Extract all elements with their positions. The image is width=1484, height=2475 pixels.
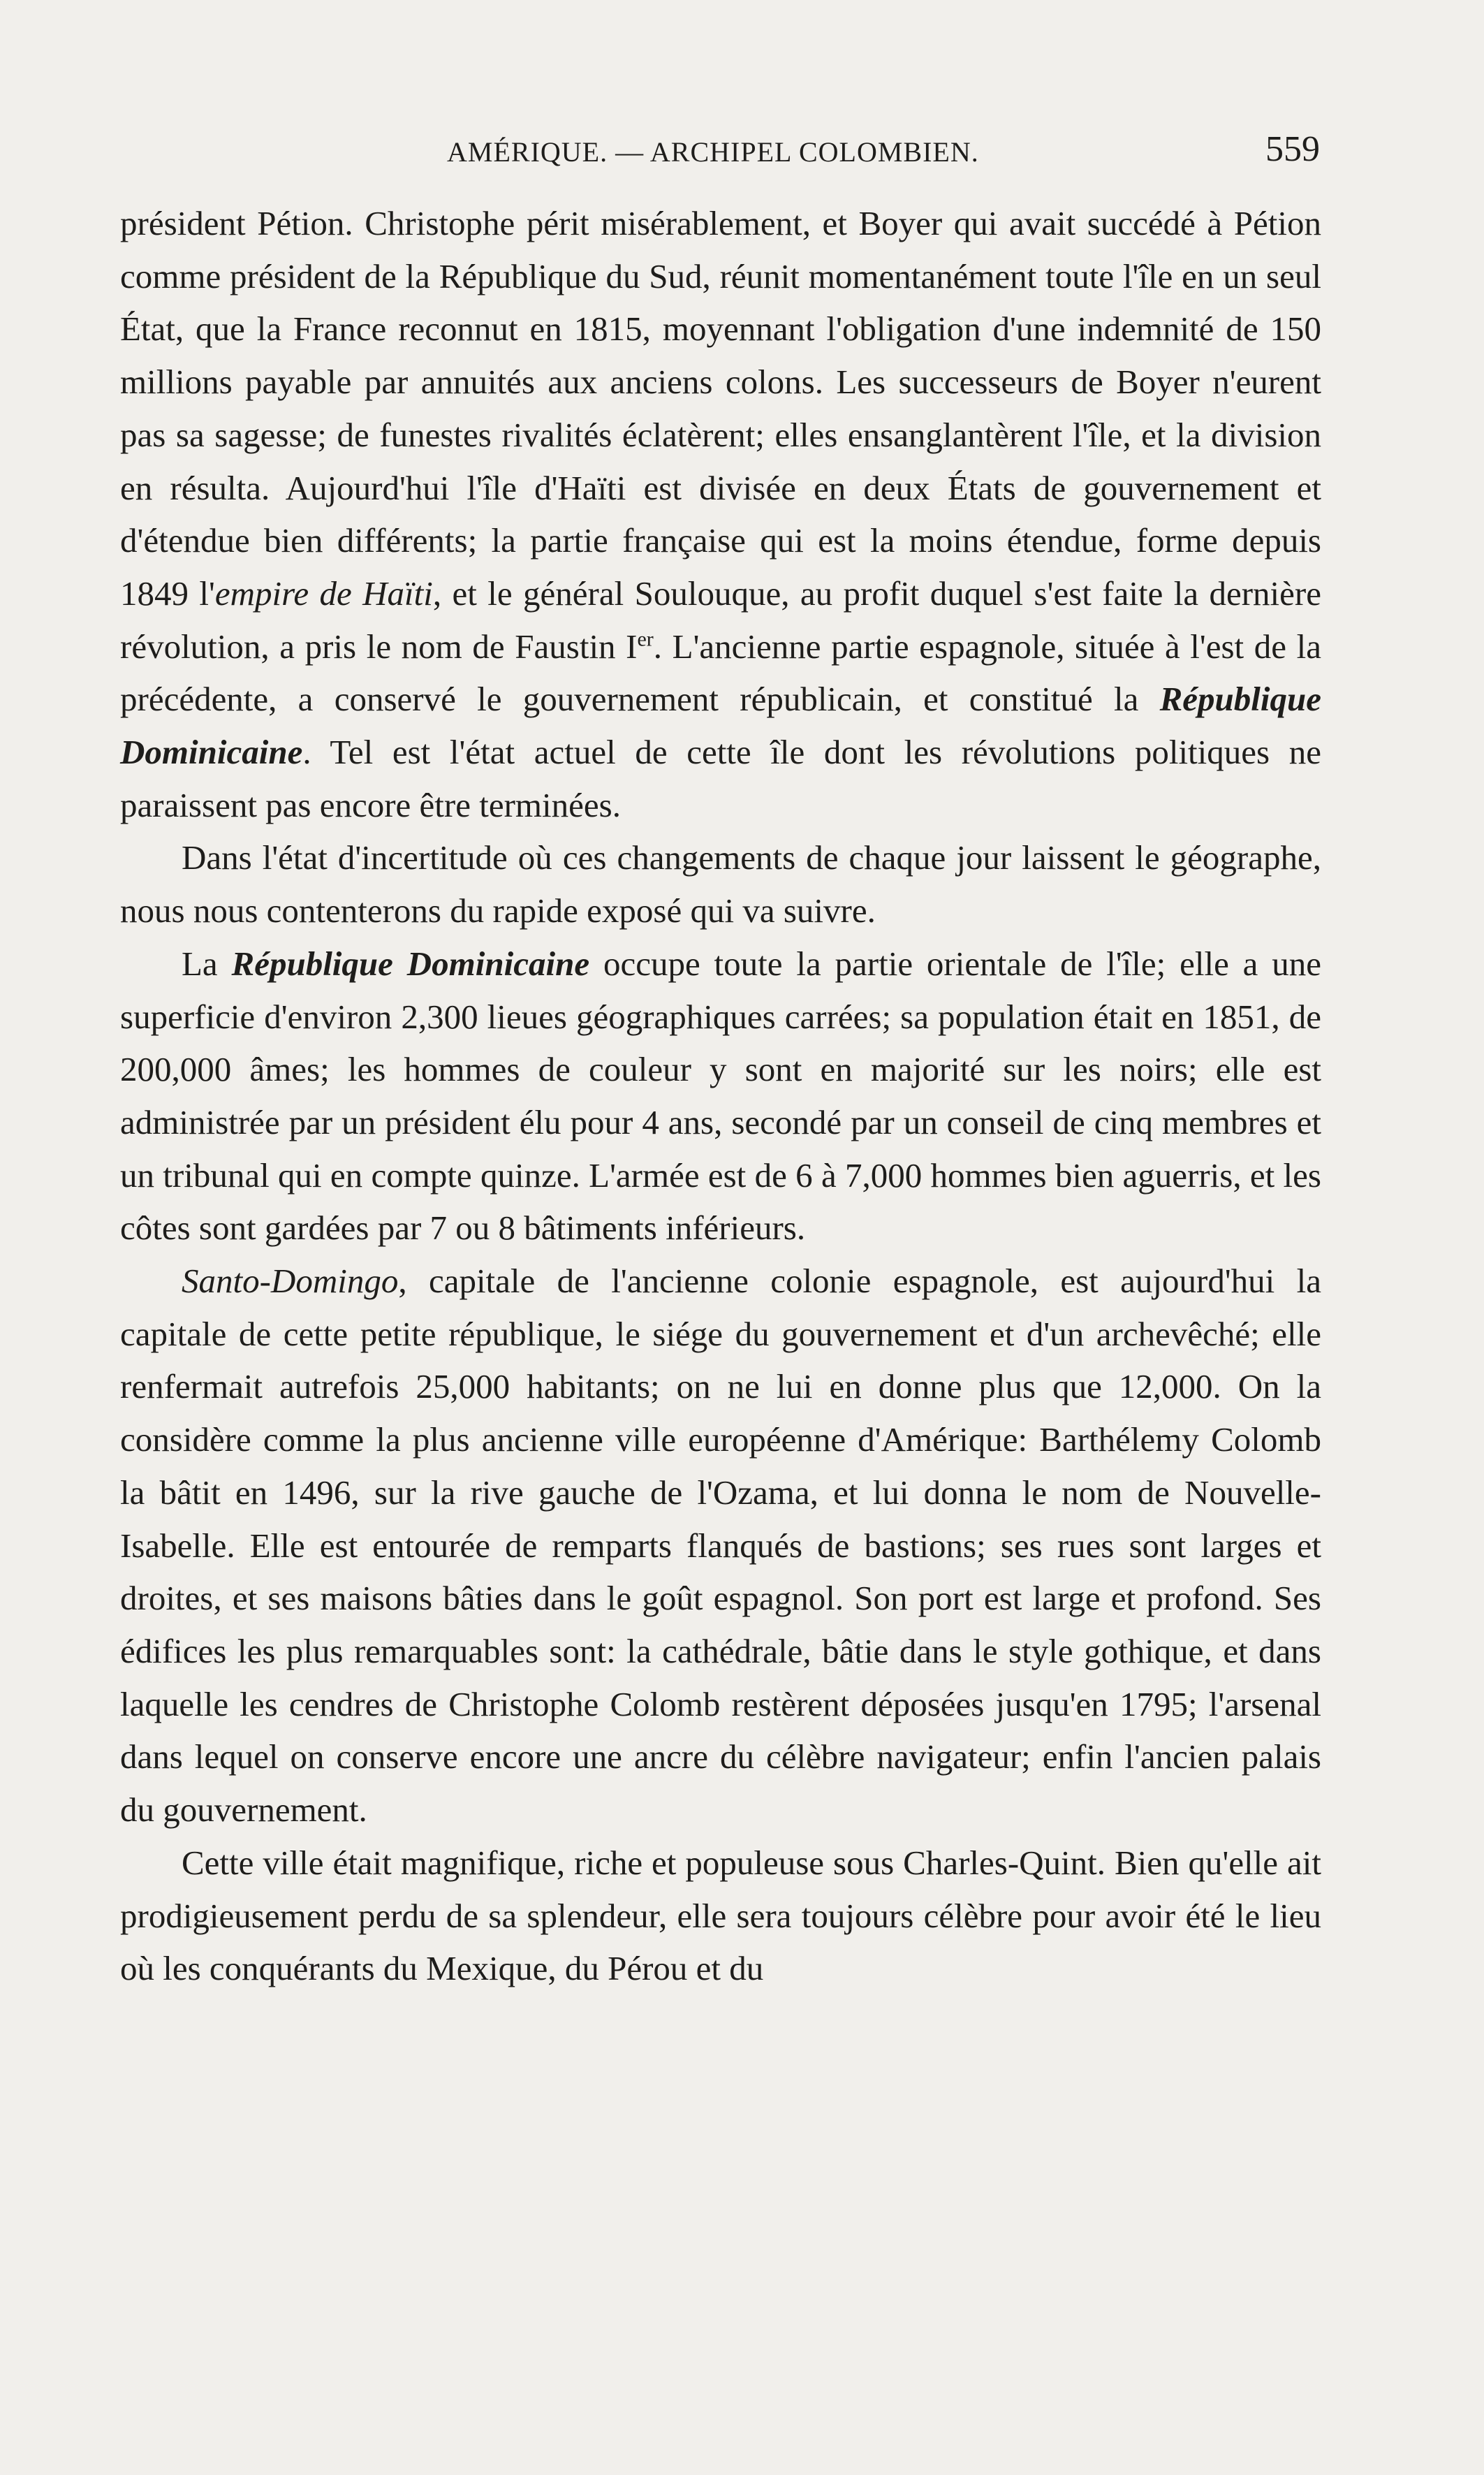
paragraph (120, 937, 1321, 1255)
text-run: La (182, 944, 232, 983)
text-run: . L'ancienne partie espagnole, située à l'est de la précédente, a conservé le gouvernement républicain, et constitué la (120, 627, 1321, 719)
running-head (119, 126, 1320, 175)
paragraph (120, 1255, 1321, 1837)
text-run: Dans l'état d'incertitude où ces changements de chaque jour laissent le géographe, nous nous contenterons du rapide exposé qui va suivre. (120, 838, 1321, 930)
text-run: , et le général Soulouque, au profit duquel s'est faite la dernière révolution, a pris le nom de Faustin I (120, 574, 1321, 666)
emphasized-text: empire de Haïti (214, 574, 433, 613)
body-text (120, 197, 1321, 1995)
paragraph (120, 831, 1321, 937)
superscript-text: er (637, 627, 654, 651)
text-run: Cette ville était magnifique, riche et populeuse sous Charles-Quint. Bien qu'elle ait prodigieusement perdu de sa splendeur, elle sera toujours célèbre pour avoir été le lieu où les conquérants du Mexique, du Pérou et du (120, 1843, 1321, 1988)
emphasized-text: République Dominicaine (120, 680, 1321, 772)
text-run: président Pétion. Christophe périt misérablement, et Boyer qui avait succédé à Pétion comme président de la République du Sud, réunit momentanément toute l'île en un seul État, que la France reconnut en 1815, moyennant l'obligation d'une indemnité de 150 millions payable par annuités aux anciens colons. Les successeurs de Boyer n'eurent pas sa sagesse; de funestes rivalités éclatèrent; elles ensanglantèrent l'île, et la division en résulta. Aujourd'hui l'île d'Haïti est divisée en deux États de gouvernement et d'étendue bien différents; la partie française qui est la moins étendue, forme depuis 1849 l' (120, 204, 1321, 613)
emphasized-text: Santo-Domingo (182, 1262, 399, 1301)
page-number: 559 (1265, 129, 1320, 169)
paragraph (120, 1837, 1321, 1995)
running-title: AMÉRIQUE. — ARCHIPEL COLOMBIEN. (447, 136, 979, 168)
text-run: . Tel est l'état actuel de cette île dont les révolutions politiques ne paraissent pas encore être terminées. (120, 733, 1321, 824)
text-run: , capitale de l'ancienne colonie espagnole, est aujourd'hui la capitale de cette petite république, le siége du gouvernement et d'un archevêché; elle renfermait autrefois 25,000 habitants; on ne lui en donne plus que 12,000. On la considère comme la plus ancienne ville européenne d'Amérique: Barthélemy Colomb la bâtit en 1496, sur la rive gauche de l'Ozama, et lui donna le nom de Nouvelle-Isabelle. Elle est entourée de remparts flanqués de bastions; ses rues sont larges et droites, et ses maisons bâties dans le goût espagnol. Son port est large et profond. Ses édifices les plus remarquables sont: la cathédrale, bâtie dans le style gothique, et dans laquelle les cendres de Christophe Colomb restèrent déposées jusqu'en 1795; l'arsenal dans lequel on conserve encore une ancre du célèbre navigateur; enfin l'ancien palais du gouvernement. (120, 1262, 1321, 1830)
paragraph (120, 197, 1321, 831)
text-run: occupe toute la partie orientale de l'île; elle a une superficie d'environ 2,300 lieues géographiques carrées; sa population était en 1851, de 200,000 âmes; les hommes de couleur y sont en majorité sur les noirs; elle est administrée par un président élu pour 4 ans, secondé par un conseil de cinq membres et un tribunal qui en compte quinze. L'armée est de 6 à 7,000 hommes bien aguerris, et les côtes sont gardées par 7 ou 8 bâtiments inférieurs. (120, 944, 1321, 1248)
emphasized-text: République Dominicaine (231, 944, 590, 983)
